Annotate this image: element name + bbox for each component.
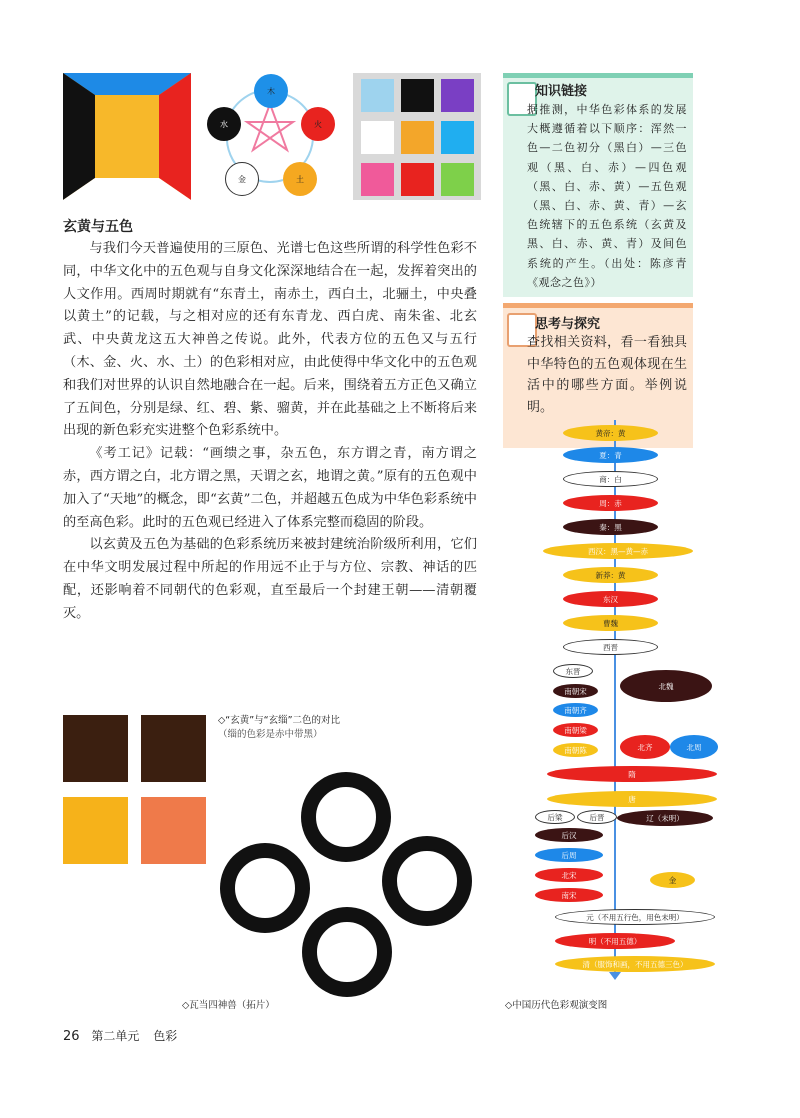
color-square-zhe [141,797,206,864]
timeline-period: 后周 [535,848,603,862]
timeline-period: 西晋 [563,639,658,655]
color-square-zi [141,715,206,782]
timeline-period: 明（不用五德） [555,933,675,949]
tile-bottom [302,907,392,997]
timeline-period: 夏：青 [563,447,658,463]
timeline-period: 曹魏 [563,615,658,631]
unit-label: 第二单元 [91,1029,140,1043]
timeline-period: 黄帝：黄 [563,425,658,441]
timeline-period: 商：白 [563,471,658,487]
timeline-period: 隋 [547,766,717,782]
paragraph: 以玄黄及五色为基础的色彩系统历来被封建统治阶级所利用，它们在中华文明发展过程中所起的作用远不止于与方位、宗教、神话的匹配，还影响着不同朝代的色彩观，直至最后一个封建王朝——清朝覆灭。 [63,537,477,621]
knowledge-text: 据推测，中华色彩体系的发展大概遵循着以下顺序：浑然一色—二色初分（黑白）—三色观（黑、白、赤）—四色观（黑、白、赤、黄）—五色观（黑、白、赤、黄、青）—玄色统辖下的五色系统（玄黄及黑、白、赤、黄、青）及间色系统的产生。（出处：陈彦青《观念之色》） [527,103,687,289]
timeline-period: 清（服饰和画，不用五德三色） [555,956,715,972]
paragraph: 《考工记》记载：“画缋之事，杂五色，东方谓之青，南方谓之赤，西方谓之白，北方谓之黑，天谓之玄，地谓之黄。”原有的五色观中加入了“天地”的概念，即“玄黄”二色，并超越五色成为中华色彩系统中的至高色彩。此时的五色观已经进入了体系完整而稳固的阶段。 [63,446,477,530]
timeline-period: 南朝陈 [553,743,598,757]
caption-tiles: ◇瓦当四神兽（拓片） [182,1000,275,1011]
timeline-period: 元（不用五行色，用色未明） [555,909,715,925]
timeline-period: 南宋 [535,888,603,902]
tile-top [301,772,391,862]
thinking-title: 思考与探究 [535,317,601,332]
timeline-arrow-icon [609,972,621,980]
color-swatch-grid [353,73,481,200]
color-swatch [361,79,394,112]
timeline-period: 北齐 [620,735,670,759]
timeline-period: 周：赤 [563,495,658,511]
tile-right [382,836,472,926]
color-square-huang [63,797,128,864]
page-footer [63,1027,177,1044]
color-swatch [401,79,434,112]
timeline-period: 北魏 [620,670,712,702]
timeline-period: 辽（未明） [617,810,713,826]
element-wood: 木 [254,74,288,108]
caption-xuan: ◇“玄黄”与“玄缁”二色的对比 （缁的色彩是赤中带黑） [218,715,340,740]
timeline-period: 南朝齐 [553,703,598,717]
color-swatch [361,121,394,154]
knowledge-title: 知识链接 [535,84,588,99]
element-metal: 金 [225,162,259,196]
color-square-xuan [63,715,128,782]
paragraph: 与我们今天普遍使用的三原色、光谱七色这些所谓的科学性色彩不同，中华文化中的五色观与自身文化深深地结合在一起，发挥着突出的人文作用。西周时期就有“东青土，南赤土，西白土，北骊土，中央叠以黄土”的记载，与之相对应的还有东青龙、西白虎、南朱雀、北玄武、中央黄龙这五大神兽之传说。此外，代表方位的五色又与五行（木、金、火、水、土）的色彩相对应，由此使得中华文化中的五色观和我们对世界的认识自然地融合在一起。后来，围绕着五方正色又确立了五间色，分别是绿、红、碧、紫、骝黄，并在此基础之上不断将后来出现的新色彩充实进整个色彩系统中。 [63,241,477,439]
timeline-period: 新莽：黄 [563,567,658,583]
color-swatch [361,163,394,196]
color-swatch [441,79,474,112]
element-fire: 火 [301,107,335,141]
timeline-period: 北周 [670,735,718,759]
color-swatch [401,163,434,196]
timeline-period: 后晋 [577,810,617,824]
timeline-period: 秦：黑 [563,519,658,535]
timeline-period: 西汉：黑—黄—赤 [543,543,693,559]
timeline-period: 金 [650,872,695,888]
timeline-period: 南朝梁 [553,723,598,737]
color-swatch [401,121,434,154]
timeline-period: 后梁 [535,810,575,824]
section-heading: 玄黄与五色 [63,219,133,235]
page-number: 26 [63,1029,80,1044]
timeline-period: 唐 [547,791,717,807]
timeline-period: 东晋 [553,664,593,678]
timeline-period: 南朝宋 [553,684,598,698]
tile-left [220,843,310,933]
five-elements-diagram [205,72,335,202]
element-water: 水 [207,107,241,141]
color-swatch [441,163,474,196]
tile-rubbings [210,770,480,995]
color-evolution-diagram [505,420,720,980]
timeline-period: 北宋 [535,868,603,882]
caption-diagram: ◇中国历代色彩观演变图 [505,1000,608,1011]
thinking-text: 查找相关资料，看一看独具中华特色的五色观体现在生活中的哪些方面。举例说明。 [527,335,687,415]
section-label: 色彩 [153,1029,178,1043]
element-earth: 土 [283,162,317,196]
timeline-period: 后汉 [535,828,603,842]
timeline-period: 东汉 [563,591,658,607]
body-text [63,238,477,626]
color-swatch [441,121,474,154]
perspective-room-illustration [63,73,191,200]
